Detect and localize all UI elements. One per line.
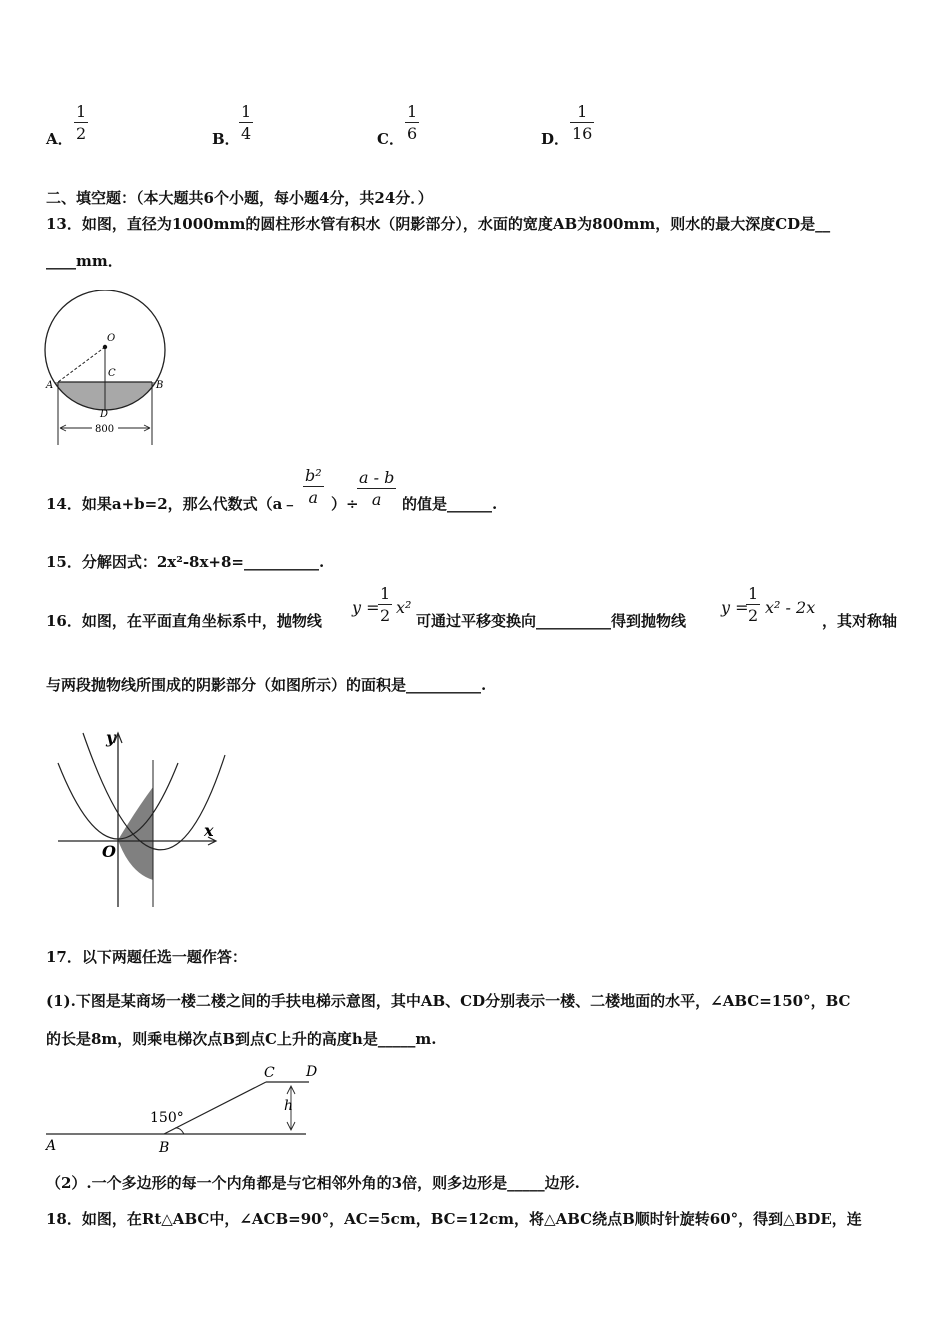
label-o: O bbox=[107, 333, 116, 344]
label-b: B bbox=[156, 380, 164, 391]
q17-part1-line2: 的长是8m，则乘电梯次点B到点C上升的高度h是_____m. bbox=[46, 1030, 437, 1048]
label-b: B bbox=[159, 1140, 170, 1156]
option-d-label: D． bbox=[541, 130, 570, 148]
q17-part1-line1: (1).下图是某商场一楼二楼之间的手扶电梯示意图，其中AB、CD分别表示一楼、二楼地面的水平，∠ABC=150°，BC bbox=[46, 992, 851, 1010]
q16-line2: 与两段抛物线所围成的阴影部分（如图所示）的面积是__________. bbox=[46, 676, 487, 694]
label-d: D bbox=[306, 1064, 318, 1080]
label-h: h bbox=[284, 1098, 294, 1114]
option-c bbox=[377, 128, 404, 149]
q17-escalator-figure bbox=[44, 1060, 334, 1160]
q17-part2: （2）.一个多边形的每一个内角都是与它相邻外角的3倍，则多边形是_____边形. bbox=[46, 1174, 580, 1192]
q17-title: 17．以下两题任选一题作答： bbox=[46, 948, 247, 966]
axis-x-label: x bbox=[204, 821, 214, 840]
q16-eq1-fraction: 1 2 bbox=[380, 584, 391, 625]
q16-mid: 可通过平移变换向__________得到抛物线 bbox=[416, 612, 687, 630]
q13-line1: 13．如图，直径为1000mm的圆柱形水管有积水（阴影部分），水面的宽度AB为800mm，则水的最大深度CD是__ bbox=[46, 215, 831, 233]
option-a bbox=[46, 128, 73, 149]
q16-suffix: ，其对称轴 bbox=[822, 612, 898, 630]
q14-prefix: 14．如果a+b=2，那么代数式（a﹣ bbox=[46, 495, 298, 513]
option-b bbox=[212, 128, 240, 149]
option-d-fraction: 1 16 bbox=[572, 102, 593, 143]
label-angle: 150° bbox=[150, 1110, 184, 1126]
label-d: D bbox=[100, 409, 109, 420]
option-b-label: B． bbox=[212, 130, 240, 148]
q16-eq1-rhs: x² bbox=[396, 598, 412, 617]
axis-y-label: y bbox=[106, 728, 116, 747]
section-heading: 二、填空题：（本大题共6个小题，每小题4分，共24分．） bbox=[46, 189, 433, 207]
q15: 15．分解因式：2x²-8x+8=__________. bbox=[46, 553, 325, 571]
escalator-bc bbox=[164, 1082, 266, 1134]
q18: 18．如图，在Rt△ABC中，∠ACB=90°，AC=5cm，BC=12cm，将△ABC绕点B顺时针旋转60°，得到△BDE，连 bbox=[46, 1210, 862, 1228]
label-a: A bbox=[46, 380, 54, 391]
q16-eq2-fraction: 1 2 bbox=[748, 584, 759, 625]
option-c-fraction: 1 6 bbox=[407, 102, 418, 143]
label-800: 800 bbox=[95, 424, 115, 435]
option-b-fraction: 1 4 bbox=[241, 102, 252, 143]
center-point bbox=[103, 345, 107, 349]
label-c: C bbox=[264, 1065, 275, 1081]
option-a-fraction: 1 2 bbox=[76, 102, 87, 143]
q16-prefix: 16．如图，在平面直角坐标系中，抛物线 bbox=[46, 612, 322, 630]
q14-suffix: 的值是______. bbox=[402, 495, 498, 513]
q14-fraction2: a - b a bbox=[359, 468, 395, 509]
q14-fraction1: b² a bbox=[305, 466, 322, 507]
q16-parabola-figure bbox=[50, 725, 230, 915]
q13-circle-figure bbox=[40, 290, 180, 450]
shaded-region bbox=[118, 787, 153, 880]
option-a-label: A． bbox=[46, 130, 73, 148]
option-c-label: C． bbox=[377, 130, 404, 148]
q16-eq2-rhs: x² - 2x bbox=[765, 598, 816, 617]
angle-arc bbox=[175, 1128, 184, 1134]
origin-label: O bbox=[102, 842, 116, 861]
q16-eq2-lhs: y = bbox=[721, 598, 749, 617]
radius-oa bbox=[58, 347, 105, 382]
q13-line2: ____mm． bbox=[46, 252, 123, 270]
q16-eq1-lhs: y = bbox=[352, 598, 380, 617]
option-d bbox=[541, 128, 569, 149]
label-a: A bbox=[46, 1138, 57, 1154]
q14-mid: ）÷ bbox=[331, 495, 359, 513]
label-c: C bbox=[108, 368, 116, 379]
